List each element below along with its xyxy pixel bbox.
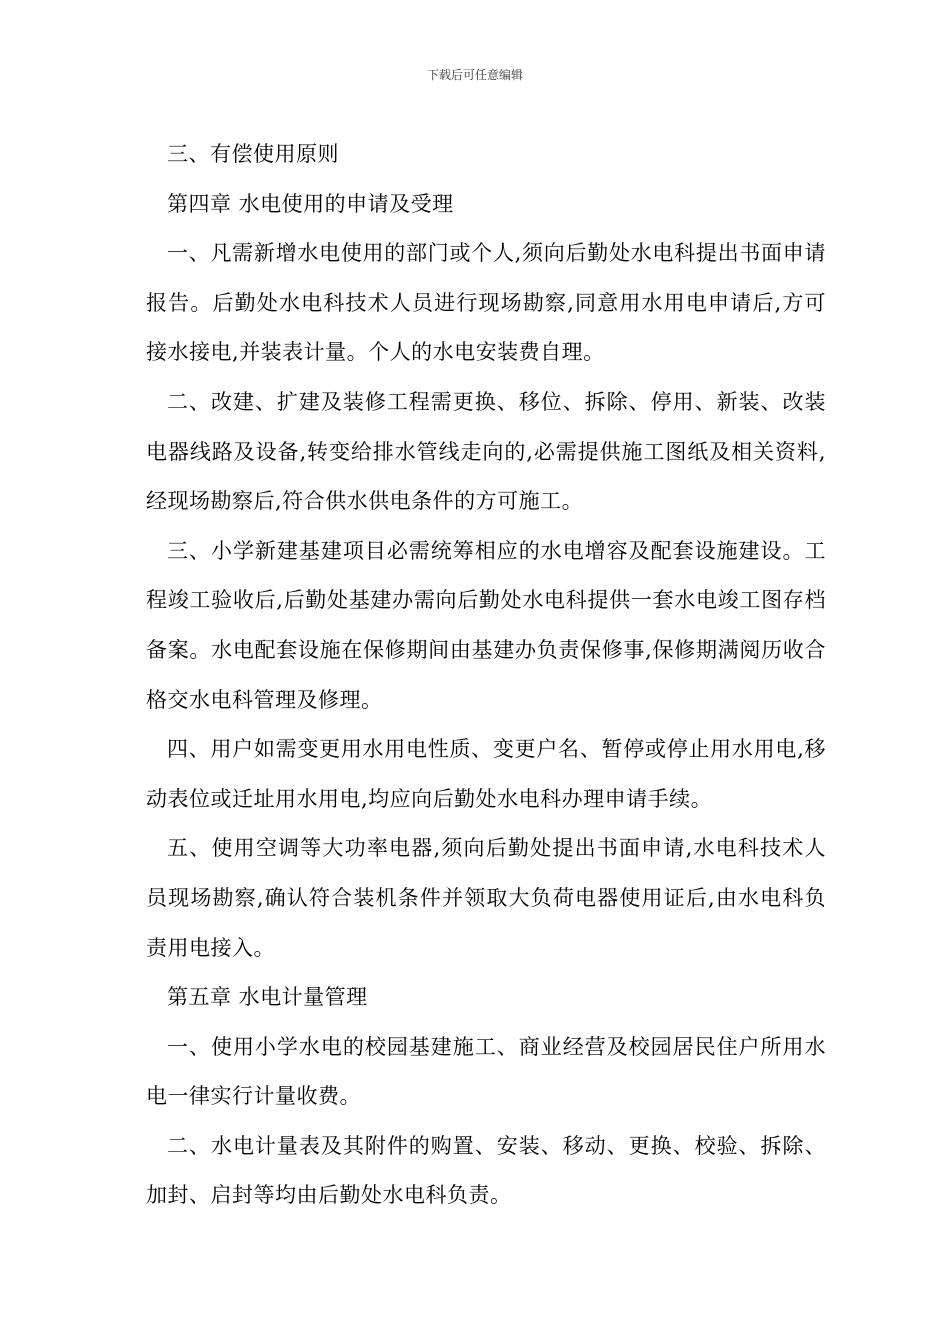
chapter-5-heading: 第五章 水电计量管理	[167, 985, 368, 1010]
document-body	[146, 130, 826, 1221]
paragraph-ch4-item-2: 二、改建、扩建及装修工程需更换、移位、拆除、停用、新装、改装电器线路及设备,转变给排水管线走向的,必需提供施工图纸及相关资料,经现场勘察后,符合供水供电条件的方可施工。	[146, 389, 826, 514]
paragraph-principle-3: 三、有偿使用原则	[167, 142, 339, 166]
paragraph-ch4-item-3: 三、小学新建基建项目必需统筹相应的水电增容及配套设施建设。工程竣工验收后,后勤处基建办需向后勤处水电科提供一套水电竣工图存档备案。水电配套设施在保修期间由基建办负责保修事,保修期满阅历收合格交水电科管理及修理。	[146, 538, 826, 712]
page-header: 下载后可任意编辑	[426, 68, 523, 82]
paragraph-ch5-item-1: 一、使用小学水电的校园基建施工、商业经营及校园居民住户所用水电一律实行计量收费。	[146, 1034, 826, 1109]
paragraph-ch4-item-5: 五、使用空调等大功率电器,须向后勤处提出书面申请,水电科技术人员现场勘察,确认符合装机条件并领取大负荷电器使用证后,由水电科负责用电接入。	[146, 836, 826, 960]
paragraph-ch4-item-1: 一、凡需新增水电使用的部门或个人,须向后勤处水电科提出书面申请报告。后勤处水电科技术人员进行现场勘察,同意用水用电申请后,方可接水接电,并装表计量。个人的水电安装费自理。	[146, 241, 826, 365]
paragraph-ch4-item-4: 四、用户如需变更用水用电性质、变更户名、暂停或停止用水用电,移动表位或迁址用水用电,均应向后勤处水电科办理申请手续。	[146, 737, 826, 811]
paragraph-ch5-item-2: 二、水电计量表及其附件的购置、安装、移动、更换、校验、拆除、加封、启封等均由后勤处水电科负责。	[146, 1133, 826, 1208]
chapter-4-heading: 第四章 水电使用的申请及受理	[167, 191, 454, 216]
